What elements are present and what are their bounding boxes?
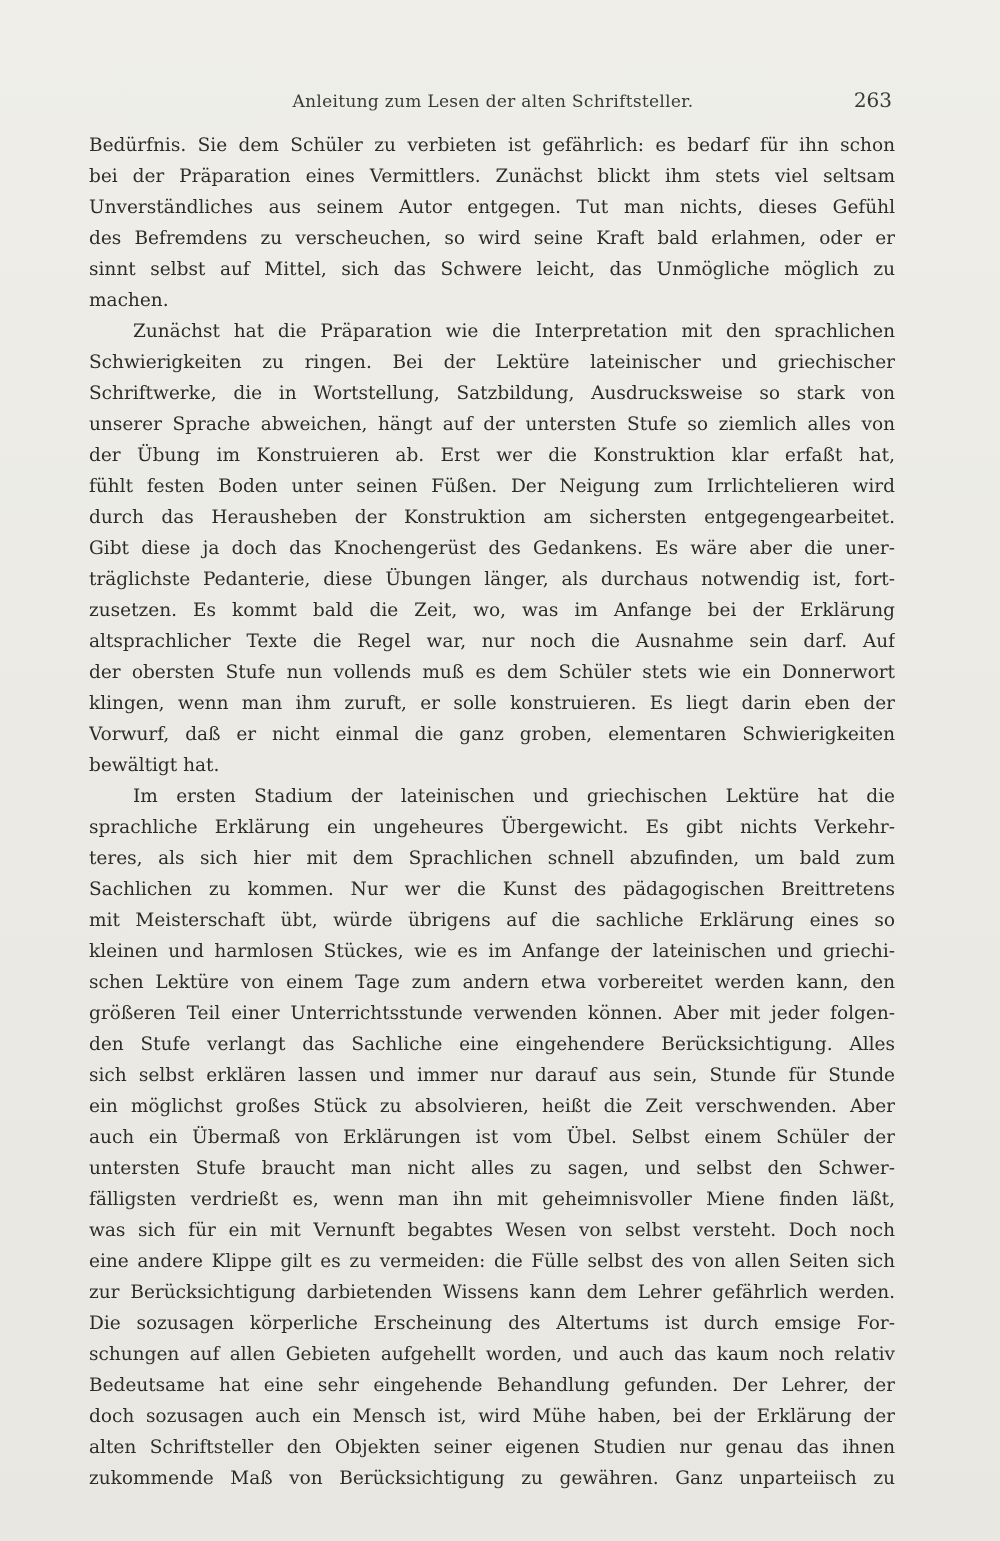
text-line: teres, als sich hier mit dem Sprachlichen schnell abzufinden, um bald zum	[89, 848, 895, 869]
text-line: Bedeutsame hat eine sehr eingehende Behandlung gefunden. Der Lehrer, der	[89, 1375, 895, 1396]
text-line: Gibt diese ja doch das Knochengerüst des Gedankens. Es wäre aber die uner-	[89, 538, 895, 559]
text-line: eine andere Klippe gilt es zu vermeiden: die Fülle selbst des von allen Seiten sich	[89, 1251, 895, 1272]
text-line: zusetzen. Es kommt bald die Zeit, wo, was im Anfange bei der Erklärung	[89, 600, 895, 621]
text-line: kleinen und harmlosen Stückes, wie es im Anfange der lateinischen und griechi-	[89, 941, 895, 962]
text-line: zur Berücksichtigung darbietenden Wissens kann dem Lehrer gefährlich werden.	[89, 1282, 895, 1303]
text-line: zukommende Maß von Berücksichtigung zu gewähren. Ganz unparteiisch zu	[89, 1468, 895, 1489]
text-line: den Stufe verlangt das Sachliche eine eingehendere Berücksichtigung. Alles	[89, 1034, 895, 1055]
text-line: fühlt festen Boden unter seinen Füßen. Der Neigung zum Irrlichtelieren wird	[89, 476, 895, 497]
text-line: der Übung im Konstruieren ab. Erst wer die Konstruktion klar erfaßt hat,	[89, 445, 895, 466]
text-line: Sachlichen zu kommen. Nur wer die Kunst des pädagogischen Breittretens	[89, 879, 895, 900]
text-line: bewältigt hat.	[89, 755, 220, 776]
text-line: Im ersten Stadium der lateinischen und griechischen Lektüre hat die	[133, 786, 895, 807]
text-line: doch sozusagen auch ein Mensch ist, wird Mühe haben, bei der Erklärung der	[89, 1406, 895, 1427]
text-line: Schriftwerke, die in Wortstellung, Satzbildung, Ausdrucksweise so stark von	[89, 383, 895, 404]
text-line: mit Meisterschaft übt, würde übrigens auf die sachliche Erklärung eines so	[89, 910, 895, 931]
text-line: Unverständliches aus seinem Autor entgegen. Tut man nichts, dieses Gefühl	[89, 197, 895, 218]
body-text	[89, 130, 895, 1494]
text-line: machen.	[89, 290, 169, 311]
text-line: träglichste Pedanterie, diese Übungen länger, als durchaus notwendig ist, fort-	[89, 569, 895, 590]
text-line: Zunächst hat die Präparation wie die Interpretation mit den sprachlichen	[133, 321, 895, 342]
text-line: schen Lektüre von einem Tage zum andern etwa vorbereitet werden kann, den	[89, 972, 895, 993]
text-line: klingen, wenn man ihm zuruft, er solle konstruieren. Es liegt darin eben der	[89, 693, 895, 714]
text-line: des Befremdens zu verscheuchen, so wird seine Kraft bald erlahmen, oder er	[89, 228, 895, 249]
text-line: untersten Stufe braucht man nicht alles zu sagen, und selbst den Schwer-	[89, 1158, 895, 1179]
text-line: altsprachlicher Texte die Regel war, nur noch die Ausnahme sein darf. Auf	[89, 631, 895, 652]
text-line: auch ein Übermaß von Erklärungen ist vom Übel. Selbst einem Schüler der	[89, 1127, 895, 1148]
text-line: Schwierigkeiten zu ringen. Bei der Lektüre lateinischer und griechischer	[89, 352, 895, 373]
text-line: ein möglichst großes Stück zu absolvieren, heißt die Zeit verschwenden. Aber	[89, 1096, 895, 1117]
text-line: größeren Teil einer Unterrichtsstunde verwenden können. Aber mit jeder folgen-	[89, 1003, 895, 1024]
text-line: unserer Sprache abweichen, hängt auf der untersten Stufe so ziemlich alles von	[89, 414, 895, 435]
page-header	[90, 86, 896, 118]
text-line: Bedürfnis. Sie dem Schüler zu verbieten ist gefährlich: es bedarf für ihn schon	[89, 135, 895, 156]
text-line: Die sozusagen körperliche Erscheinung des Altertums ist durch emsige For-	[89, 1313, 895, 1334]
text-line: bei der Präparation eines Vermittlers. Zunächst blickt ihm stets viel seltsam	[89, 166, 895, 187]
text-line: Vorwurf, daß er nicht einmal die ganz groben, elementaren Schwierigkeiten	[89, 724, 895, 745]
text-line: schungen auf allen Gebieten aufgehellt worden, und auch das kaum noch relativ	[89, 1344, 895, 1365]
running-title: Anleitung zum Lesen der alten Schriftsteller.	[292, 92, 694, 112]
text-line: sprachliche Erklärung ein ungeheures Übergewicht. Es gibt nichts Verkehr-	[89, 817, 895, 838]
text-line: sinnt selbst auf Mittel, sich das Schwere leicht, das Unmögliche möglich zu	[89, 259, 895, 280]
text-line: alten Schriftsteller den Objekten seiner eigenen Studien nur genau das ihnen	[89, 1437, 895, 1458]
page-number: 263	[853, 88, 892, 112]
text-line: der obersten Stufe nun vollends muß es dem Schüler stets wie ein Donnerwort	[89, 662, 895, 683]
text-line: durch das Herausheben der Konstruktion am sichersten entgegengearbeitet.	[89, 507, 895, 528]
text-line: sich selbst erklären lassen und immer nur darauf aus sein, Stunde für Stunde	[89, 1065, 895, 1086]
text-line: fälligsten verdrießt es, wenn man ihn mit geheimnisvoller Miene finden läßt,	[89, 1189, 895, 1210]
text-line: was sich für ein mit Vernunft begabtes Wesen von selbst versteht. Doch noch	[89, 1220, 895, 1241]
